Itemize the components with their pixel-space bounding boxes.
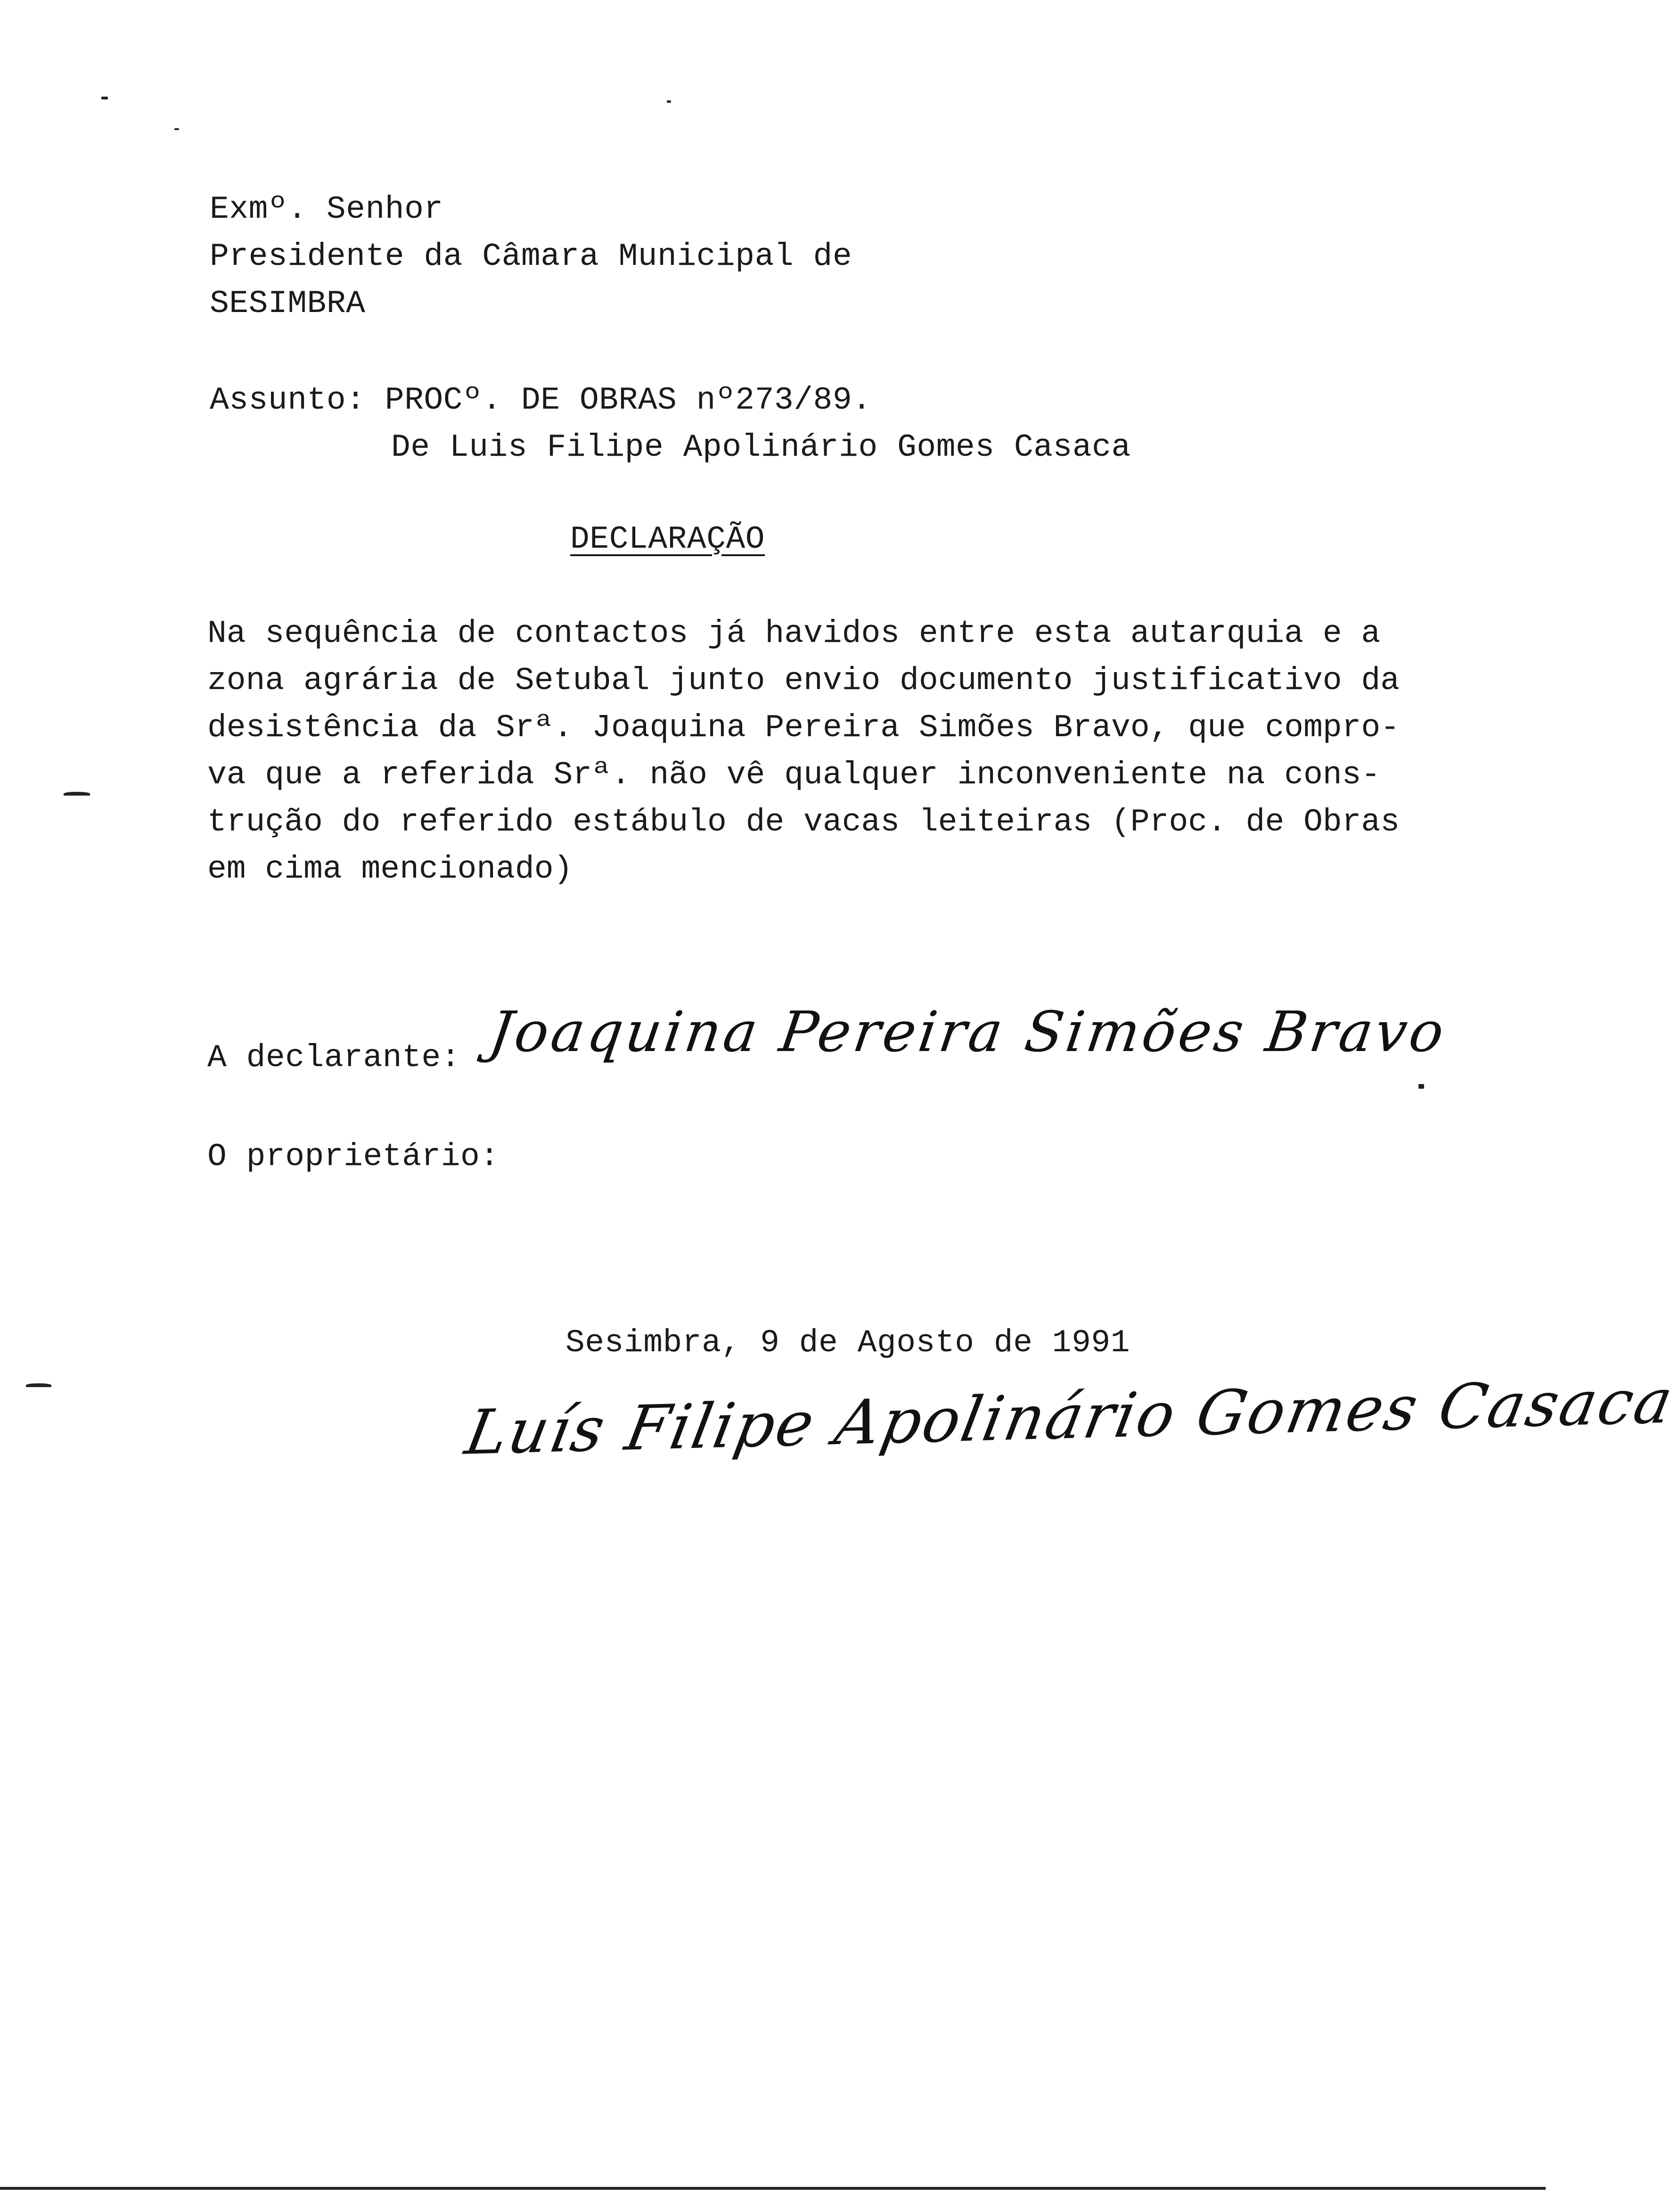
subject-applicant: De Luis Filipe Apolinário Gomes Casaca bbox=[391, 429, 1131, 466]
body-line: em cima mencionado) bbox=[207, 851, 573, 887]
declarante-signature: Joaquina Pereira Simões Bravo bbox=[485, 999, 1451, 1064]
body-line: desistência da Srª. Joaquina Pereira Simões Bravo, que compro- bbox=[207, 710, 1400, 746]
scan-speck bbox=[26, 1383, 51, 1387]
owner-signature: Luís Filipe Apolinário Gomes Casaca bbox=[460, 1365, 1680, 1469]
declarante-label: A declarante: bbox=[207, 1040, 460, 1076]
place-date-line: Sesimbra, 9 de Agosto de 1991 bbox=[565, 1325, 1130, 1361]
subject-line: Assunto: PROCº. DE OBRAS nº273/89. bbox=[210, 382, 872, 419]
addressee-line-1: Exmº. Senhor bbox=[210, 191, 443, 228]
scan-speck bbox=[667, 100, 671, 103]
body-line: zona agrária de Setubal junto envio documento justificativo da bbox=[207, 663, 1400, 699]
proprietario-label: O proprietário: bbox=[207, 1139, 500, 1175]
addressee-line-3: SESIMBRA bbox=[210, 286, 366, 322]
page-bottom-edge bbox=[0, 2187, 1546, 2190]
addressee-line-2: Presidente da Câmara Municipal de bbox=[210, 238, 852, 275]
scan-speck bbox=[101, 97, 108, 99]
body-line: va que a referida Srª. não vê qualquer inconveniente na cons- bbox=[207, 757, 1381, 793]
scan-speck bbox=[174, 128, 179, 130]
scan-speck bbox=[1418, 1084, 1424, 1089]
body-line: Na sequência de contactos já havidos entre esta autarquia e a bbox=[207, 616, 1381, 652]
scan-speck bbox=[64, 792, 90, 796]
declaration-body bbox=[207, 610, 1456, 893]
document-heading: DECLARAÇÃO bbox=[570, 521, 765, 558]
body-line: trução do referido estábulo de vacas leiteiras (Proc. de Obras bbox=[207, 804, 1400, 840]
